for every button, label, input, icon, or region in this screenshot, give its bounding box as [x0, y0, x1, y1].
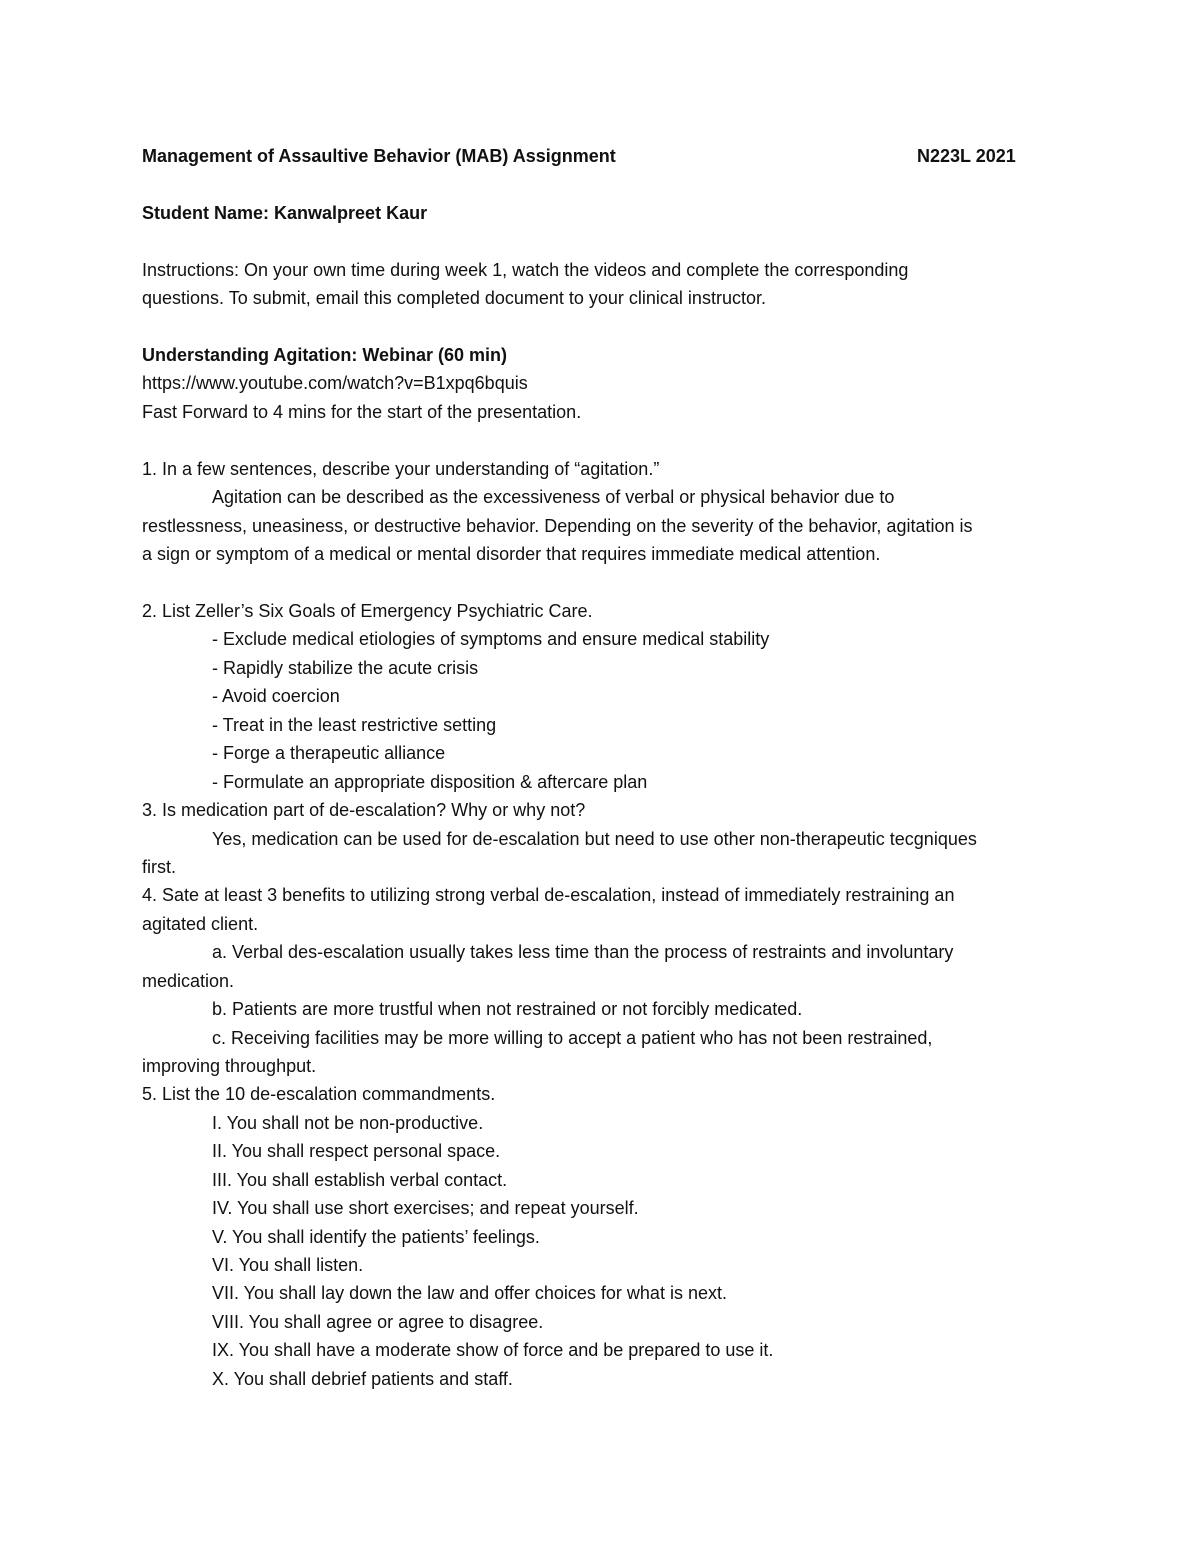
question-text: . Sate at least 3 benefits to utilizing strong verbal de-escalation, instead of immediately restraining an — [152, 885, 955, 905]
question-5 — [142, 1083, 495, 1105]
video-link[interactable]: https://www.youtube.com/watch?v=B1xpq6bquis — [142, 373, 528, 393]
list-item: V. You shall identify the patients’ feelings. — [212, 1227, 540, 1247]
answer-3-line: first. — [142, 857, 176, 877]
course-code: N223L 2021 — [917, 146, 1016, 166]
answer-4-item: a. Verbal des-escalation usually takes less time than the process of restraints and involuntary — [212, 942, 954, 962]
question-number: 2 — [142, 601, 153, 621]
list-item: VII. You shall lay down the law and offer choices for what is next. — [212, 1283, 727, 1303]
section-title: Understanding Agitation: Webinar (60 min) — [142, 345, 508, 365]
list-item: I. You shall not be non-productive. — [212, 1113, 484, 1133]
question-number: 5 — [142, 1084, 153, 1104]
question-2 — [142, 600, 593, 622]
answer-4-item: improving throughput. — [142, 1056, 317, 1076]
student-name-row — [142, 202, 427, 224]
question-4-continued: agitated client. — [142, 914, 259, 934]
question-3 — [142, 799, 585, 821]
list-item: IV. You shall use short exercises; and repeat yourself. — [212, 1198, 639, 1218]
question-text: . List Zeller’s Six Goals of Emergency Psychiatric Care. — [152, 601, 593, 621]
student-name-label: Student Name: — [142, 203, 270, 223]
answer-1-line: restlessness, uneasiness, or destructive behavior. Depending on the severity of the behavior, agitation is — [142, 516, 973, 536]
answer-4-item: c. Receiving facilities may be more willing to accept a patient who has not been restrained, — [212, 1028, 933, 1048]
instructions-line-2: questions. To submit, email this completed document to your clinical instructor. — [142, 288, 766, 308]
question-text: . List the 10 de-escalation commandments. — [152, 1084, 496, 1104]
question-text: . In a few sentences, describe your understanding of “agitation.” — [152, 459, 660, 479]
list-item: IX. You shall have a moderate show of force and be prepared to use it. — [212, 1340, 774, 1360]
list-item: - Forge a therapeutic alliance — [212, 743, 446, 763]
question-text: . Is medication part of de-escalation? Why or why not? — [152, 800, 586, 820]
list-item: II. You shall respect personal space. — [212, 1141, 501, 1161]
question-1 — [142, 458, 659, 480]
question-number: 4 — [142, 885, 153, 905]
instructions-line-1: Instructions: On your own time during week 1, watch the videos and complete the corresponding — [142, 260, 909, 280]
list-item: - Avoid coercion — [212, 686, 340, 706]
question-number: 3 — [142, 800, 153, 820]
answer-1-line: a sign or symptom of a medical or mental disorder that requires immediate medical attention. — [142, 544, 881, 564]
fast-forward-note: Fast Forward to 4 mins for the start of the presentation. — [142, 402, 582, 422]
list-item: - Exclude medical etiologies of symptoms and ensure medical stability — [212, 629, 770, 649]
list-item: X. You shall debrief patients and staff. — [212, 1369, 513, 1389]
question-number: 1 — [142, 459, 153, 479]
student-name-value: Kanwalpreet Kaur — [274, 203, 428, 223]
document-title: Management of Assaultive Behavior (MAB) Assignment — [142, 146, 616, 166]
list-item: VI. You shall listen. — [212, 1255, 364, 1275]
list-item: - Formulate an appropriate disposition & aftercare plan — [212, 772, 648, 792]
answer-4-item: b. Patients are more trustful when not restrained or not forcibly medicated. — [212, 999, 803, 1019]
list-item: - Treat in the least restrictive setting — [212, 715, 497, 735]
list-item: VIII. You shall agree or agree to disagree. — [212, 1312, 544, 1332]
answer-1-line: Agitation can be described as the excessiveness of verbal or physical behavior due to — [212, 487, 895, 507]
list-item: III. You shall establish verbal contact. — [212, 1170, 508, 1190]
list-item: - Rapidly stabilize the acute crisis — [212, 658, 479, 678]
answer-3-line: Yes, medication can be used for de-escalation but need to use other non-therapeutic tecgniques — [212, 829, 977, 849]
question-4 — [142, 884, 954, 906]
answer-4-item: medication. — [142, 971, 235, 991]
